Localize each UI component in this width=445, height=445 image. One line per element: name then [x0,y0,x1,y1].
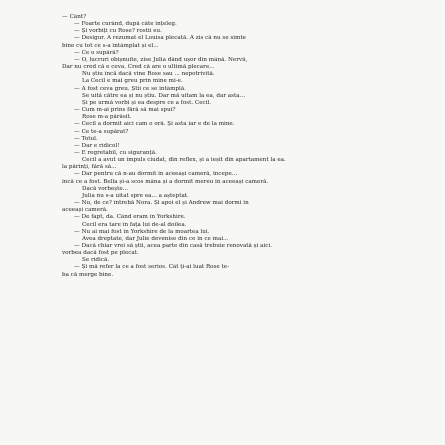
text-line: încă ce a fost. Bella și-a scos mâna și a dormit mereu în aceeași cameră. [62,178,269,185]
dialogue-line: — Desigur. A rezumat el Louisa plecată. A zis că nu se simte [62,35,391,42]
text-line: Cecil era tare în fața lui de-al doilea. [82,221,187,228]
dialogue-line: — Foarte curând, după câte înțeleg. [62,21,391,28]
dialogue-line: — Ce te-a supărat? [62,129,391,136]
dialogue-line: — Dar e ridicol! [62,143,391,150]
dialogue-line: — E regretabil, cu siguranță. [62,150,391,157]
dialogue-line: — Cum m-ai prins fără să mai spui? [62,107,391,114]
dialogue-line: — Și mă refer la ce a fost serios. Cât ți-ai luat Rose te- [62,264,391,271]
text-line: Nu știu încă dacă vine Rose sau ... nepotrivită. [82,71,215,78]
text-line: Dar nu cred că e ceva. Cred că are o ultimă plecare... [62,64,215,71]
dialogue-line: — O, lucruri obișnuite, zise Julia dând ușor din mână. Nervii, [62,57,391,64]
dialogue-line: — Nu, de ce? întrebă Nora. Și apoi el și Andrew mai dormi în [62,200,391,207]
text-line: Se uită către ea și nu știu. Dar mă uitam la ea, dar asta... [82,92,246,99]
dialogue-line: — Totul. [62,136,391,143]
text-line: Rose m-a părăsit. [82,114,132,121]
text-line: Cecil a avut un impuls ciudat, din reflex, și a ieșit din apartament la ea. [82,157,286,164]
text-line: Avea dreptate, dar Julie devenise din ce în ce mai... [82,235,229,242]
dialogue-line: — Cecil a dormit aici cam o oră. Și asta iar e de la mine. [62,121,391,128]
dialogue-line: — Dar pentru că n-au dormit în aceeași cameră, începe... [62,171,391,178]
text-line: Și pe urmă vorbi și ea despre ce a fost. Cecil. [82,99,212,106]
text-line: vorbea dacă fost pe plecat. [62,250,139,257]
dialogue-line: — Dacă chiar vrei să știi, acea parte din casă trebuie renovată și aici. [62,243,391,250]
text-line: ba că merge bine. [62,271,114,278]
text-line: La Cecil e mai greu prin mine mi-e. [82,78,183,85]
document-text [62,14,391,279]
dialogue-line: — Cânt? [62,14,391,21]
text-line: bine cu tot ce s-a întâmplat și el... [62,42,159,49]
dialogue-line: — A fost ceva greu. Știi ce se întâmplă. [62,86,391,93]
text-line: la părinți, fără să... [62,164,117,171]
dialogue-line: — De fapt, da. Când eram în Yorkshire. [62,214,391,221]
text-line: Julia nu s-a uitat spre ea... a așteptat. [82,192,189,199]
dialogue-line: — Nu ai mai fost în Yorkshire de la moartea lui. [62,229,391,236]
dialogue-line: — Ce o supără? [62,50,391,57]
dialogue-line: — Și vorbiți cu Rose? rostii eu. [62,28,391,35]
text-line: aceeași cameră. [62,207,108,214]
text-line: Se ridică. [82,257,110,264]
text-line: Dacă vorbește... [82,185,129,192]
